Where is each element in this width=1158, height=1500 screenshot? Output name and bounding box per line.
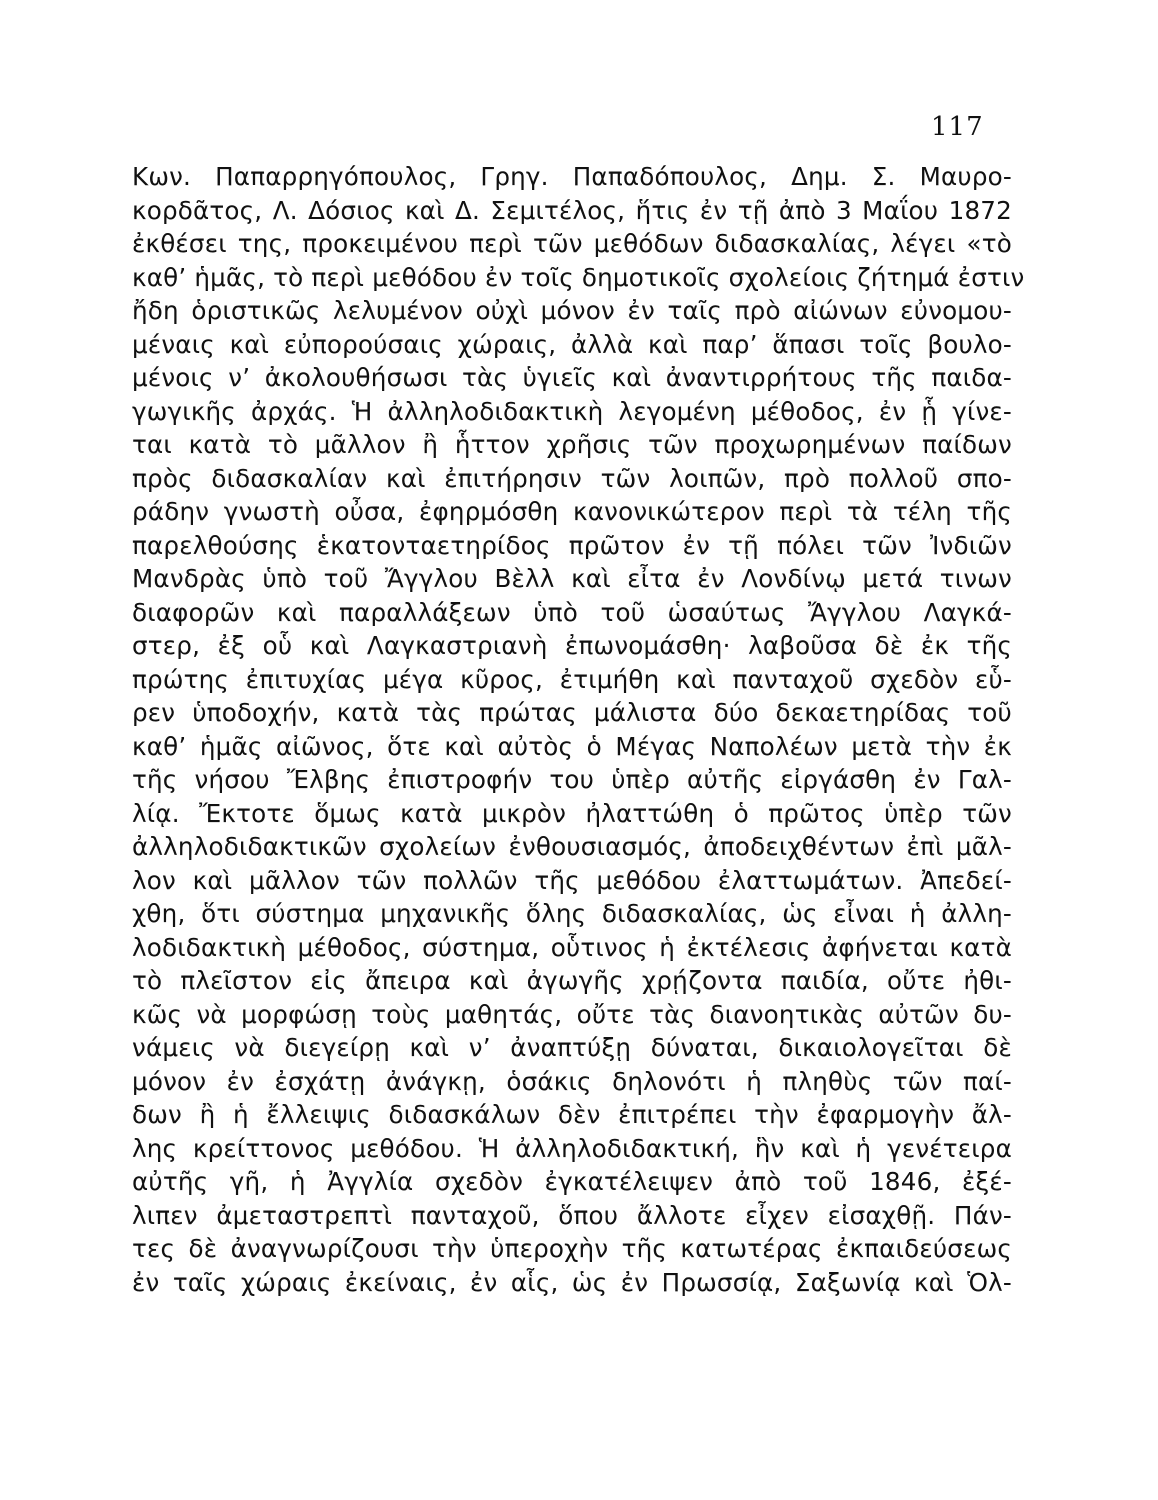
text-line: ράδην γνωστὴ οὖσα, ἐφηρμόσθη κανονικώτερον περὶ τὰ τέλη τῆς — [132, 497, 1012, 526]
text-line: λοδιδακτικὴ μέθοδος, σύστημα, οὗτινος ἡ ἐκτέλεσις ἀφήνεται κατὰ — [132, 932, 1012, 962]
text-line: δων ἢ ἡ ἔλλειψις διδασκάλων δὲν ἐπιτρέπει τὴν ἐφαρμογὴν ἄλ- — [132, 1100, 1012, 1129]
text-line: λιπεν ἀμεταστρεπτὶ πανταχοῦ, ὅπου ἄλλοτε εἶχεν εἰσαχθῇ. Πάν- — [132, 1200, 1012, 1230]
text-line: νάμεις νὰ διεγείρῃ καὶ ν’ ἀναπτύξῃ δύναται, δικαιολογεῖται δὲ — [132, 1033, 1012, 1062]
text-line: μέναις καὶ εὐπορούσαις χώραις, ἀλλὰ καὶ παρ’ ἅπασι τοῖς βουλο- — [132, 329, 1012, 359]
text-line: παρελθούσης ἑκατονταετηρίδος πρῶτον ἐν τῇ πόλει τῶν Ἰνδιῶν — [132, 530, 1012, 560]
text-line: ἀλληλοδιδακτικῶν σχολείων ἐνθουσιασμός, ἀποδειχθέντων ἐπὶ μᾶλ- — [132, 832, 1012, 861]
text-line: κῶς νὰ μορφώσῃ τοὺς μαθητάς, οὔτε τὰς διανοητικὰς αὐτῶν δυ- — [132, 999, 1012, 1029]
text-line: λης κρείττονος μεθόδου. Ἡ ἀλληλοδιδακτική, ἣν καὶ ἡ γενέτειρα — [132, 1133, 1012, 1163]
text-line: αὐτῆς γῆ, ἡ Ἀγγλία σχεδὸν ἐγκατέλειψεν ἀπὸ τοῦ 1846, ἐξέ- — [132, 1167, 1012, 1196]
text-line: λον καὶ μᾶλλον τῶν πολλῶν τῆς μεθόδου ἐλαττωμάτων. Ἀπεδεί- — [132, 865, 1012, 895]
text-line: μένοις ν’ ἀκολουθήσωσι τὰς ὑγιεῖς καὶ ἀναντιρρήτους τῆς παιδα- — [132, 363, 1012, 392]
text-line: ἐκθέσει της, προκειμένου περὶ τῶν μεθόδων διδασκαλίας, λέγει «τὸ — [132, 229, 1012, 258]
text-line: τῆς νήσου Ἔλβης ἐπιστροφήν του ὑπὲρ αὐτῆς εἰργάσθη ἐν Γαλ- — [132, 765, 1012, 794]
text-line: τὸ πλεῖστον εἰς ἄπειρα καὶ ἀγωγῆς χρῄζοντα παιδία, οὔτε ἠθι- — [132, 966, 1012, 995]
text-line: πρώτης ἐπιτυχίας μέγα κῦρος, ἐτιμήθη καὶ πανταχοῦ σχεδὸν εὗ- — [132, 664, 1012, 694]
text-line: ρεν ὑποδοχήν, κατὰ τὰς πρώτας μάλιστα δύο δεκαετηρίδας τοῦ — [132, 698, 1012, 727]
text-line: τες δὲ ἀναγνωρίζουσι τὴν ὑπεροχὴν τῆς κατωτέρας ἐκπαιδεύσεως — [132, 1234, 1012, 1263]
text-line: Μανδρὰς ὑπὸ τοῦ Ἄγγλου Βὲλλ καὶ εἶτα ἐν Λονδίνῳ μετά τινων — [132, 564, 1012, 593]
text-line: διαφορῶν καὶ παραλλάξεων ὑπὸ τοῦ ὡσαύτως Ἄγγλου Λαγκά- — [132, 597, 1012, 627]
page-number: 117 — [931, 112, 984, 142]
text-line: χθη, ὅτι σύστημα μηχανικῆς ὅλης διδασκαλίας, ὡς εἶναι ἡ ἀλλη- — [132, 899, 1012, 928]
text-line: κορδᾶτος, Λ. Δόσιος καὶ Δ. Σεμιτέλος, ἥτις ἐν τῇ ἀπὸ 3 Μαΐου 1872 — [132, 195, 1012, 225]
text-line: ἐν ταῖς χώραις ἐκείναις, ἐν αἷς, ὡς ἐν Πρωσσίᾳ, Σαξωνίᾳ καὶ Ὁλ- — [132, 1267, 1012, 1297]
body-text — [132, 160, 1025, 1299]
text-line: ἤδη ὁριστικῶς λελυμένον οὐχὶ μόνον ἐν ταῖς πρὸ αἰώνων εὐνομου- — [132, 296, 1012, 325]
text-line: Κων. Παπαρρηγόπουλος, Γρηγ. Παπαδόπουλος, Δημ. Σ. Μαυρο- — [132, 162, 1012, 191]
text-line: γωγικῆς ἀρχάς. Ἡ ἀλληλοδιδακτικὴ λεγομένη μέθοδος, ἐν ᾗ γίνε- — [132, 396, 1012, 426]
text-line: ται κατὰ τὸ μᾶλλον ἢ ἧττον χρῆσις τῶν προχωρημένων παίδων — [132, 430, 1012, 459]
text-line: καθ’ ἡμᾶς αἰῶνος, ὅτε καὶ αὐτὸς ὁ Μέγας Ναπολέων μετὰ τὴν ἐκ — [132, 731, 1012, 761]
text-line: καθ’ ἡμᾶς, τὸ περὶ μεθόδου ἐν τοῖς δημοτικοῖς σχολείοις ζήτημά ἐστιν — [132, 262, 1025, 292]
text-line: πρὸς διδασκαλίαν καὶ ἐπιτήρησιν τῶν λοιπῶν, πρὸ πολλοῦ σπο- — [132, 463, 1012, 493]
text-line: στερ, ἐξ οὗ καὶ Λαγκαστριανὴ ἐπωνομάσθη· λαβοῦσα δὲ ἐκ τῆς — [132, 631, 1012, 660]
text-line: μόνον ἐν ἐσχάτῃ ἀνάγκῃ, ὁσάκις δηλονότι ἡ πληθὺς τῶν παί- — [132, 1066, 1012, 1096]
text-line: λίᾳ. Ἔκτοτε ὅμως κατὰ μικρὸν ἠλαττώθη ὁ πρῶτος ὑπὲρ τῶν — [132, 798, 1012, 828]
